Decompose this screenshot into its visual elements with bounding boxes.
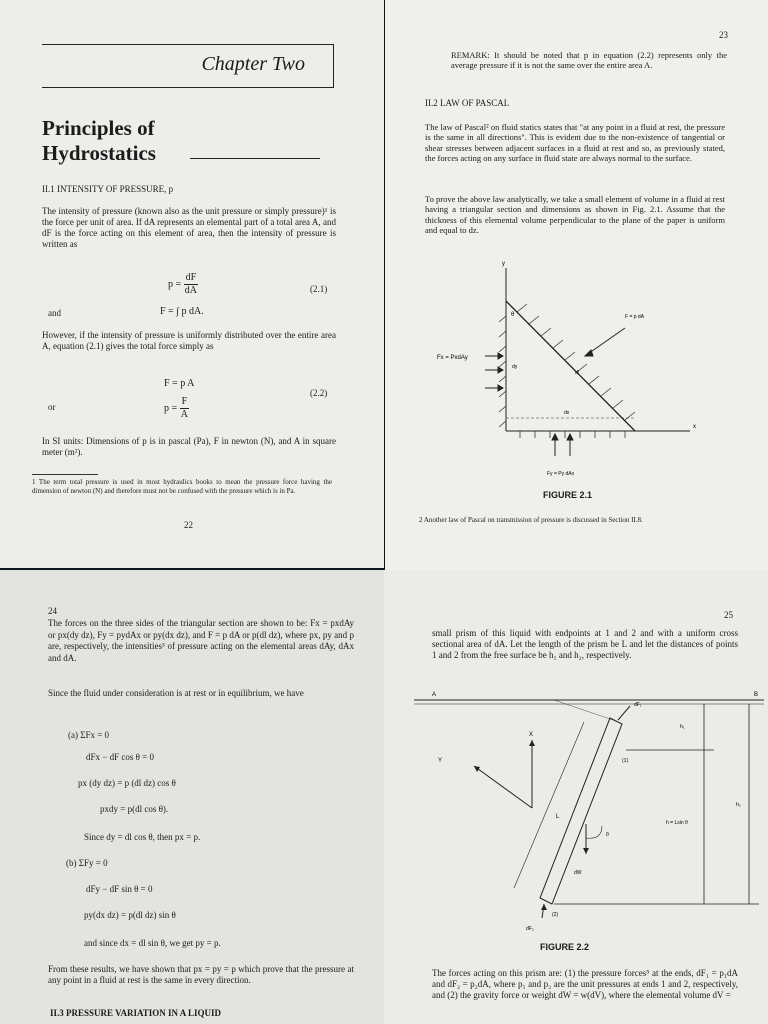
paragraph: In SI units: Dimensions of p is in pascal (Pa), F in newton (N), and A in square meter (m²). <box>42 436 336 457</box>
fy-arrows <box>552 434 573 456</box>
paragraph: The forces acting on this prism are: (1) the pressure forces⁵ at the ends, dF₁ = p₁dA and dF₂ = p₂dA, where p₁ and p₂ are the unit pressures at ends 1 and 2, respectively, and (2) the gravity force or weight dW = w(dV), where the elemental volume dV = <box>432 968 738 1000</box>
page-number: 24 <box>48 606 57 616</box>
equation-2-2b <box>164 396 189 421</box>
helper-line <box>554 700 616 721</box>
theta-arc <box>586 826 602 838</box>
x-arrowhead <box>529 740 535 746</box>
df1-arrow <box>618 706 630 720</box>
eq-numerator: dF <box>184 272 199 285</box>
equation-number: (2.2) <box>310 388 328 398</box>
equation-2-2a: F = p A <box>164 378 195 389</box>
y-axis-line <box>474 766 532 808</box>
label-x: X <box>529 732 534 738</box>
label-dx: dx <box>564 410 570 416</box>
y-arrowhead <box>474 766 480 772</box>
df2-arrowhead <box>541 904 547 910</box>
page-24 <box>0 570 384 1024</box>
eq-denominator: A <box>180 409 189 421</box>
section-heading: II.3 PRESSURE VARIATION IN A LIQUID <box>50 1008 222 1018</box>
equation-b1: dFy − dF sin θ = 0 <box>86 884 153 894</box>
label-fy: Fy = Py dAx <box>547 471 575 477</box>
footnote-rule <box>32 474 98 475</box>
label-dw: dW <box>574 870 582 876</box>
label-dl: dl <box>575 370 579 376</box>
label-df2: dF₂ <box>526 926 534 932</box>
paragraph: small prism of this liquid with endpoints at 1 and 2 and with a uniform cross sectional area of dA. Let the length of the prism be L and let the distances of points 1 and 2 from the free surface be h₁ and h₂, respectively. <box>432 628 738 660</box>
page-23 <box>385 0 768 572</box>
weight-arrowhead <box>583 848 589 854</box>
label-f: F = p dA <box>625 314 645 320</box>
f-arrow <box>585 328 625 356</box>
label-h-lsin: h = Lsin θ <box>666 820 688 826</box>
section-heading: II.1 INTENSITY OF PRESSURE, p <box>42 184 174 194</box>
paragraph: The intensity of pressure (known also as the unit pressure or simply pressure)¹ is the force per unit of area. If dA represents an elemental part of a total area A, and dF is the force acting on this element of area, then the intensity of pressure is written as <box>42 206 336 249</box>
label-fx: Fx = PxdAy <box>437 355 468 361</box>
page-number: 22 <box>184 520 193 530</box>
label-dy: dy <box>512 364 518 370</box>
footnote: 2 Another law of Pascal on transmission of pressure is discussed in Section II.8. <box>419 516 643 524</box>
fx-arrows <box>485 353 503 391</box>
remark: REMARK: It should be noted that p in equation (2.2) represents only the average pressure if it is not the same over the entire area A. <box>451 50 727 71</box>
label-y: y <box>502 261 505 267</box>
equation-a1: dFx − dF cos θ = 0 <box>86 752 154 762</box>
chapter-label: Chapter Two <box>201 53 305 75</box>
eq-fraction <box>180 396 190 421</box>
equation-number: (2.1) <box>310 284 328 294</box>
equation-a-head: (a) ΣFx = 0 <box>68 730 110 740</box>
label-h1: h₁ <box>680 724 685 730</box>
equation-b3: and since dx = dl sin θ, we get py = p. <box>84 938 221 948</box>
figure-caption: FIGURE 2.1 <box>543 490 593 500</box>
equation-integral: F = ∫ p dA. <box>160 306 204 317</box>
label-point-2: (2) <box>552 912 559 918</box>
equation-2-1 <box>168 272 198 297</box>
paragraph: However, if the intensity of pressure is uniformly distributed over the entire area A, equation (2.1) gives the total force simply as <box>42 330 336 351</box>
equation-b-head: (b) ΣFy = 0 <box>66 858 108 868</box>
page-22 <box>0 0 384 568</box>
figure-2-1-diagram <box>425 256 725 486</box>
eq-denominator: dA <box>184 285 198 297</box>
equation-a4: Since dy = dl cos θ, then px = p. <box>84 832 201 842</box>
label-l: L <box>556 814 560 820</box>
label-theta: θ <box>606 832 609 838</box>
equation-a2: px (dy dz) = p (dl dz) cos θ <box>78 778 176 788</box>
label-a: A <box>432 692 437 698</box>
label-b: B <box>754 692 759 698</box>
eq-lhs: p = <box>164 402 178 414</box>
length-dimension <box>514 722 584 888</box>
label-h2: h₂ <box>736 802 741 808</box>
paragraph: Since the fluid under consideration is at rest or in equilibrium, we have <box>48 688 304 698</box>
conjunction: or <box>48 402 56 412</box>
title-underline <box>190 158 320 159</box>
chapter-box <box>42 44 334 88</box>
eq-fraction <box>184 272 199 297</box>
eq-numerator: F <box>180 396 190 409</box>
chapter-title-line-1: Principles of <box>42 116 155 140</box>
conjunction: and <box>48 308 61 318</box>
page-number: 25 <box>724 610 733 620</box>
footnote: 1 The term total pressure is used in most hydraulics books to mean the pressure force having the dimension of newton (N) and therefore must not be confused with the pressure which is in Pa. <box>32 478 332 495</box>
eq-lhs: p = <box>168 278 182 290</box>
label-df1: dF₁ <box>634 702 642 708</box>
paragraph: The law of Pascal² on fluid statics states that "at any point in a fluid at rest, the pressure is the same in all directions". This is evident due to the non-existence of tangential or shear stresses between adjacent surfaces in a fluid at rest and so, as previously stated, the forces acting on any surface in fluid state are always normal to the surface. <box>425 122 725 164</box>
equation-a3: pxdy = p(dl cos θ). <box>100 804 169 814</box>
prism <box>540 718 622 904</box>
paragraph: From these results, we have shown that px = py = p which prove that the pressure at any point in a fluid at rest is the same in every direction. <box>48 964 354 985</box>
chapter-title-line-2: Hydrostatics <box>42 140 156 165</box>
page-25 <box>384 570 768 1024</box>
hypotenuse <box>506 301 635 431</box>
section-heading: II.2 LAW OF PASCAL <box>425 98 510 108</box>
dimension-lines <box>554 704 759 904</box>
figure-caption: FIGURE 2.2 <box>540 942 590 952</box>
paragraph: To prove the above law analytically, we take a small element of volume in a fluid at rest having a triangular section and dimensions as shown in Fig. 2.1. Assume that the thickness of this elemental volume perpendicular to the plane of the paper is uniform and equal to dz. <box>425 194 725 236</box>
chapter-title <box>42 116 156 166</box>
paragraph: The forces on the three sides of the triangular section are shown to be: Fx = pxdAy or px(dy dz), Fy = pydAx or py(dx dz), and F = p dA or p(dl dz), where px, py and p are, respectively, the intensities³ of pressure acting on the elemental areas dAy, dAx and dA. <box>48 618 354 664</box>
page-number: 23 <box>719 30 728 40</box>
label-x: x <box>693 424 696 430</box>
label-y: Y <box>438 758 443 764</box>
label-point-1: (1) <box>622 758 629 764</box>
figure-2-2-diagram <box>404 678 768 936</box>
equation-b2: py(dx dz) = p(dl dz) sin θ <box>84 910 176 920</box>
label-theta: θ <box>511 312 515 318</box>
